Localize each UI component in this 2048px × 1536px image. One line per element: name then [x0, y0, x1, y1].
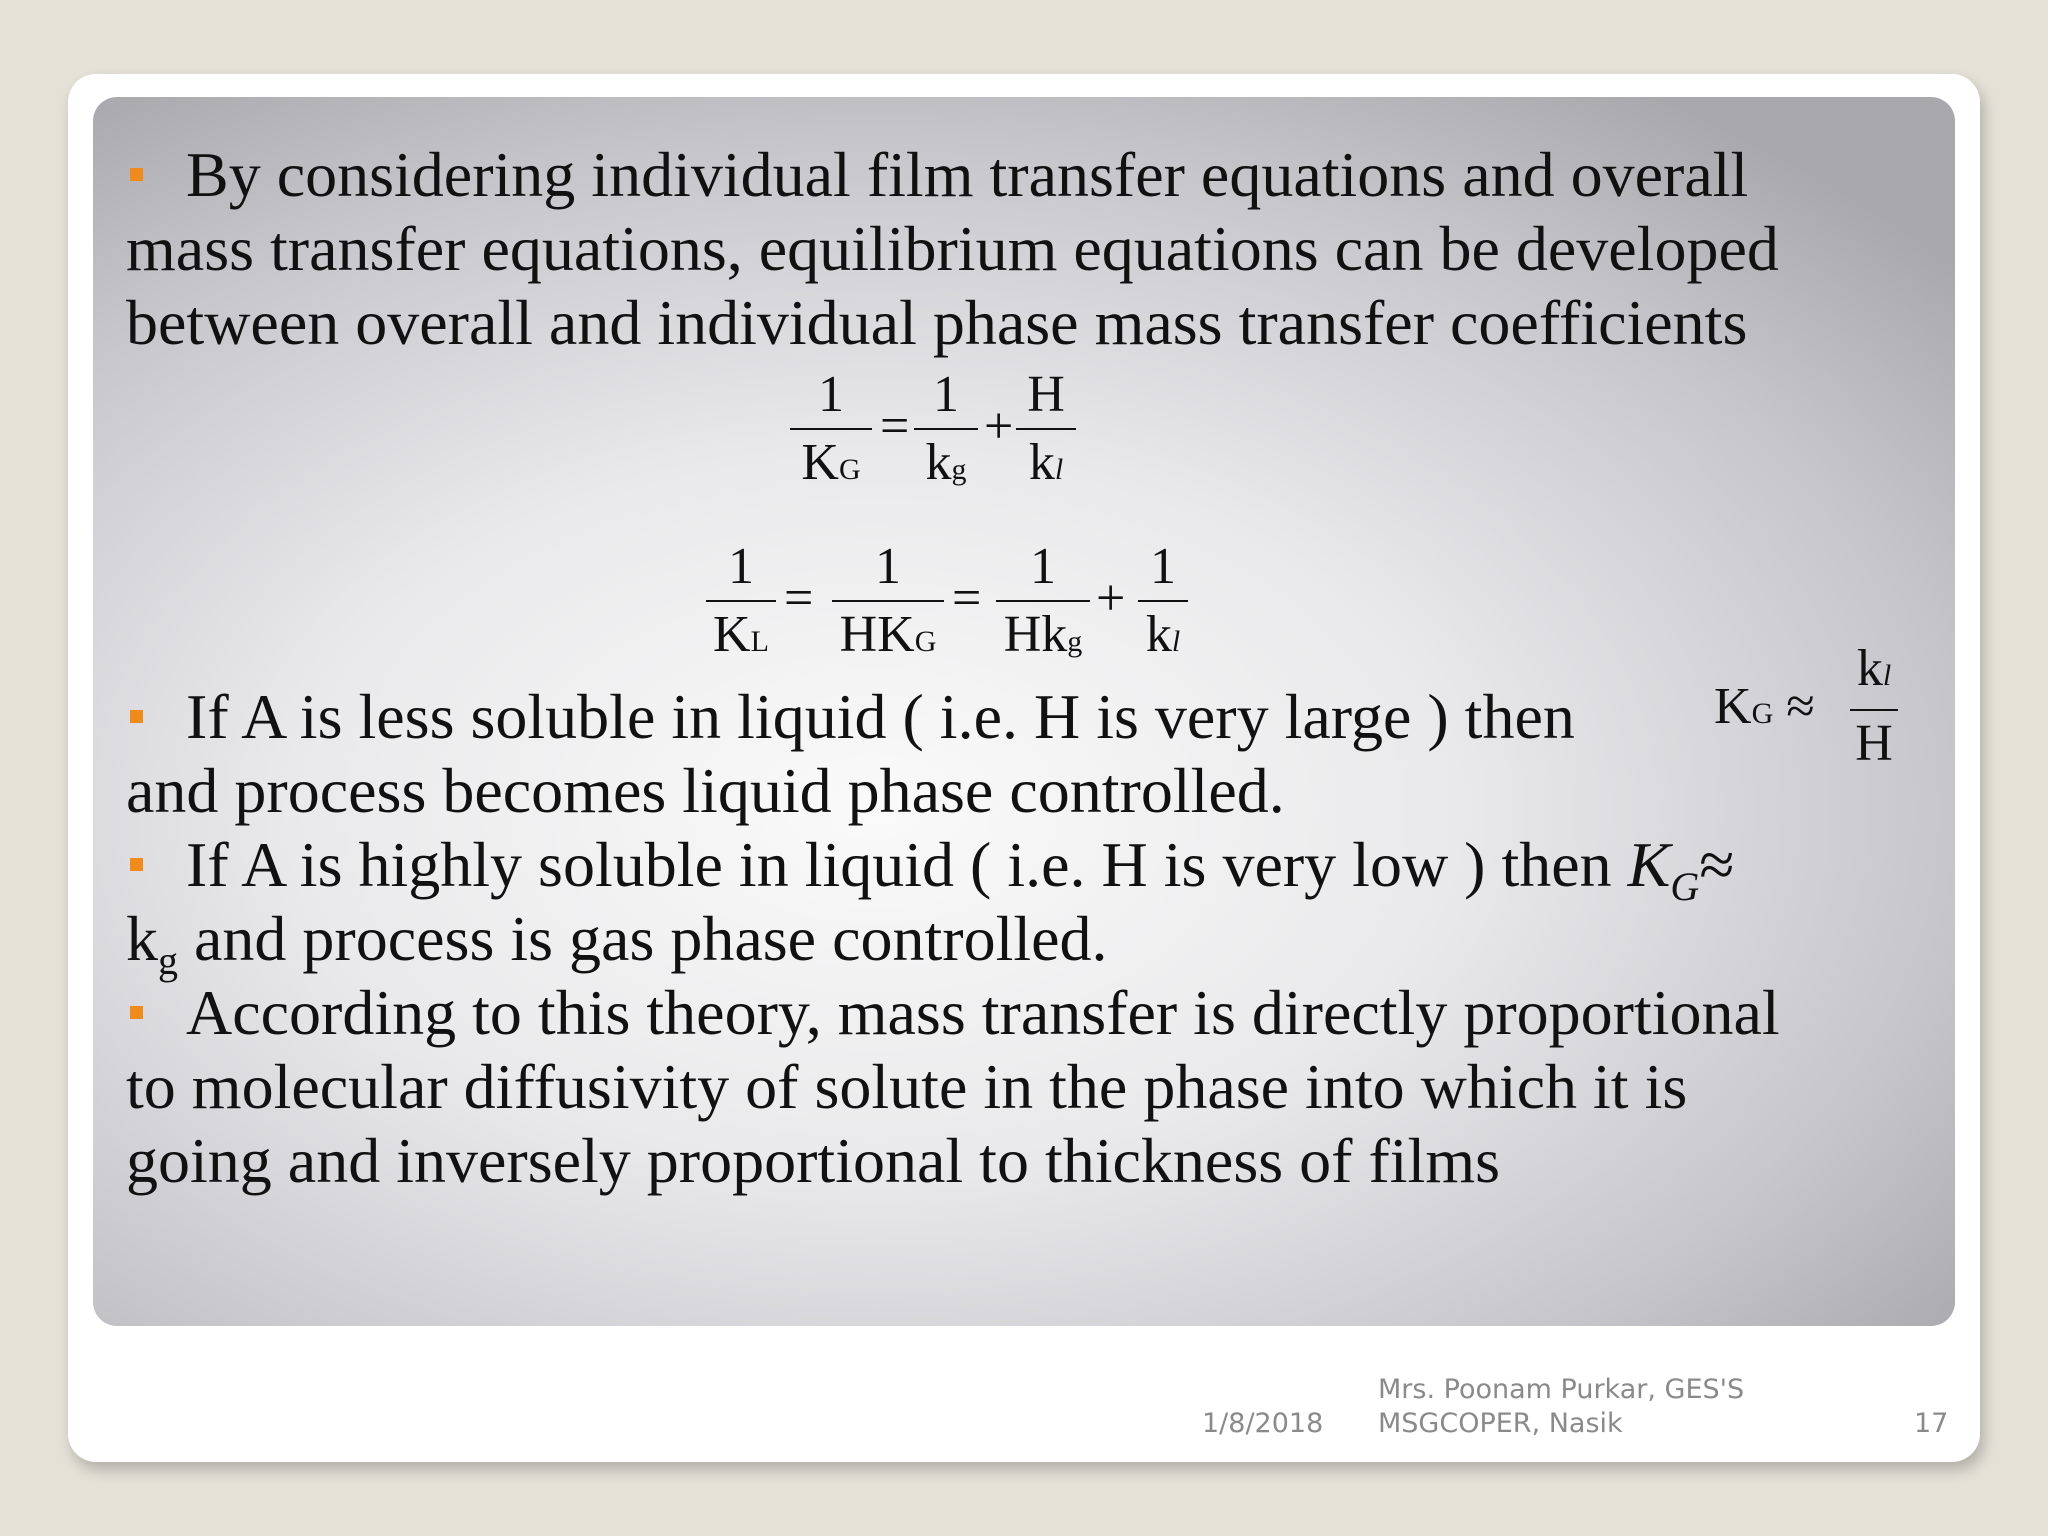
bullet-4-line-3: going and inversely proportional to thickness of films	[126, 1125, 1500, 1196]
bullet-1-line-2: mass transfer equations, equilibrium equations can be developed	[126, 213, 1779, 284]
equation-3: KG ≈ kl H	[1714, 640, 1914, 780]
bullet-marker-1	[130, 168, 143, 181]
equation-4-lhs: $K_G$	[1627, 829, 1700, 909]
bullet-3-line-2: $k_g$ and process is gas phase controlled.	[126, 903, 1108, 983]
footer-page-number: 17	[1914, 1408, 1949, 1439]
bullet-1-line-1: By considering individual film transfer equations and overall	[186, 139, 1749, 210]
equation-1: 1 KG = 1 kg + H kl	[790, 366, 1100, 506]
footer-author-line-1: Mrs. Poonam Purkar, GES'S	[1378, 1374, 1745, 1405]
bullet-marker-4	[130, 1006, 143, 1019]
bullet-3-line-1: If A is highly soluble in liquid ( i.e. H is very low ) then $K_G\approx$	[186, 829, 1735, 909]
bullet-4-line-2: to molecular diffusivity of solute in the phase into which it is	[126, 1051, 1688, 1122]
equation-2: 1 KL = 1 HKG = 1 Hkg + 1 kl	[706, 538, 1196, 678]
bullet-marker-2	[130, 710, 143, 723]
bullet-2-line-1: If A is less soluble in liquid ( i.e. H is very large ) then	[186, 681, 1575, 752]
bullet-4-line-1: According to this theory, mass transfer is directly proportional	[186, 977, 1780, 1048]
footer-date: 1/8/2018	[1202, 1408, 1324, 1439]
footer-author-line-2: MSGCOPER, Nasik	[1378, 1408, 1623, 1439]
equation-4-rhs: $k_g$	[126, 903, 178, 983]
bullet-2-line-2: and process becomes liquid phase controlled.	[126, 755, 1285, 826]
bullet-marker-3	[130, 858, 143, 871]
bullet-1-line-3: between overall and individual phase mass transfer coefficients	[126, 287, 1748, 358]
bullet-3-line-1-text: If A is highly soluble in liquid ( i.e. H is very low ) then	[186, 829, 1612, 900]
